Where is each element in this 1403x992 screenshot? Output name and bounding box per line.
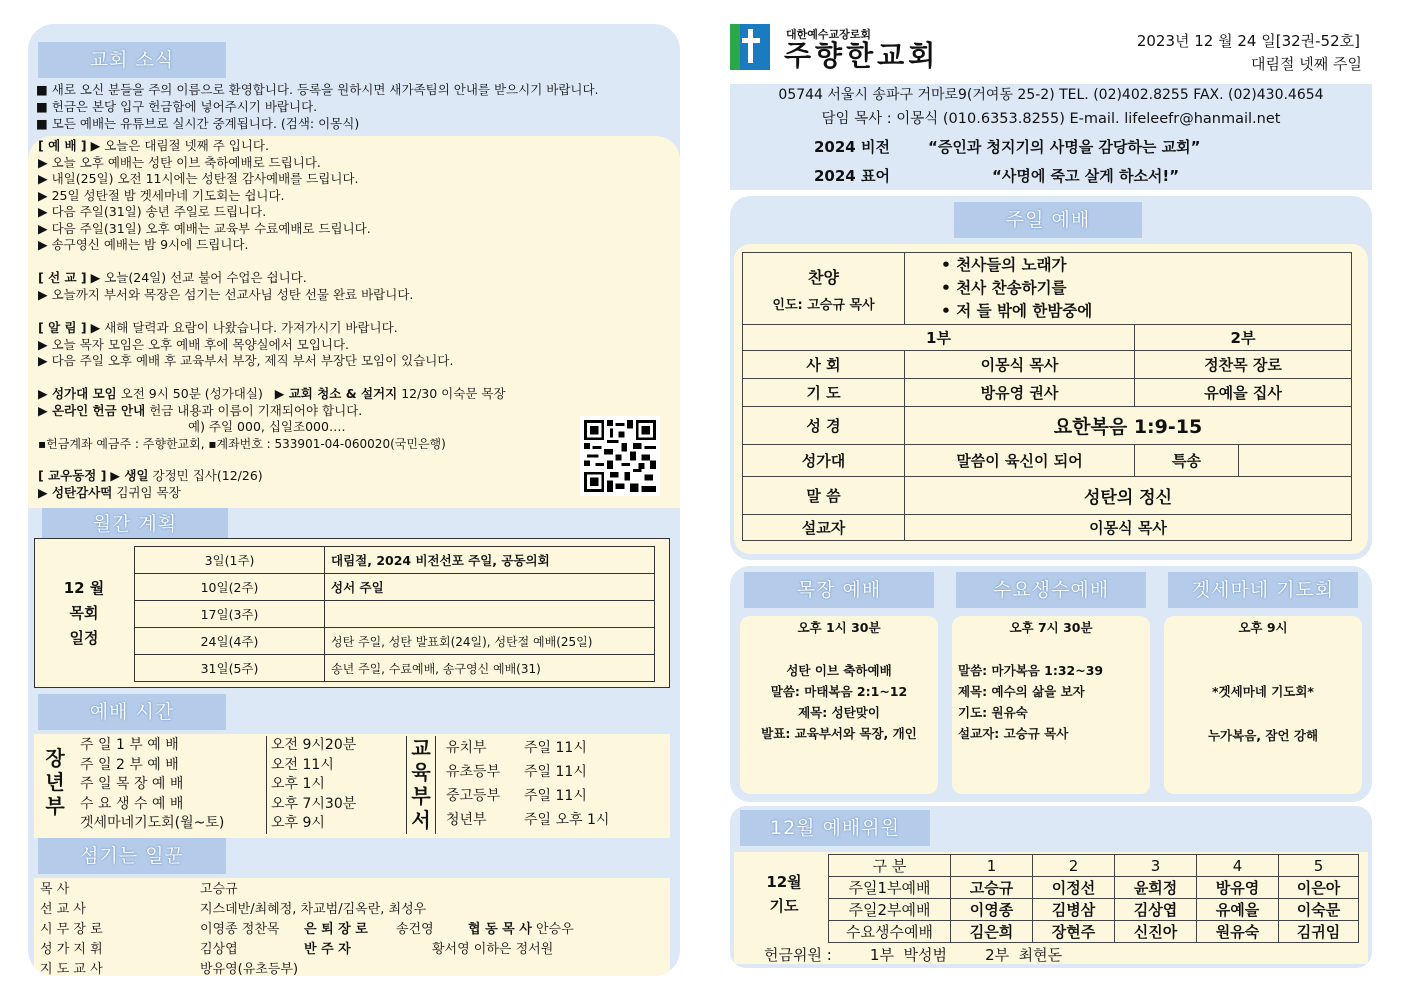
church-name: 주향한교회 [784, 39, 940, 72]
edu-row-1: 유치부 주일 11시 [446, 740, 587, 756]
table-row: 10일(2주) 성서 주일 [135, 574, 655, 601]
online-offering-line: ▶ 온라인 헌금 안내 헌금 내용과 이름이 기재되어야 합니다. [38, 402, 363, 418]
servant-row-5: 지 도 교 사 방유영(유초등부) [40, 962, 299, 976]
edu-row-2: 유초등부 주일 11시 [446, 764, 587, 780]
servants-title: 섬기는 일꾼 [38, 838, 226, 874]
vision-text: “증인과 청지기의 사명을 감당하는 교회” [928, 138, 1201, 156]
adult-label: 장 년 부 [45, 746, 65, 818]
choir-cleaning-line: ▶ 성가대 모임 오전 9시 50분 (성가대실) ▶ 교회 청소 & 설거지 12/30 이숙문 목장 [38, 386, 506, 401]
church-info [730, 84, 1372, 190]
servants-body [34, 878, 670, 976]
monthly-table [134, 546, 655, 682]
left-panel [28, 24, 680, 976]
birthday-line: [ 교우동정 ] ▶ 생일 강정민 집사(12/26) [38, 468, 263, 483]
part2-head: 2부 [1135, 325, 1352, 351]
news-body [28, 136, 680, 508]
notice-1: ■ 새로 오신 분들을 주의 이름으로 환영합니다. 등록을 원하시면 새가족팀의 안내를 받으시기 바랍니다. [36, 82, 599, 97]
table-row: 31일(5주) 송년 주일, 수료예배, 송구영신 예배(31) [135, 655, 655, 682]
table-row: 성가대 말씀이 육신이 되어 특송 [743, 445, 1352, 477]
table-row: 사 회 이몽식 목사 정찬목 장로 [743, 351, 1352, 379]
table-row: 3일(1주) 대림절, 2024 비전선포 주일, 공동의회 [135, 547, 655, 574]
account-line: ▪헌금계좌 예금주 : 주향한교회, ▪계좌번호 : 533901-04-060020(국민은행) [38, 436, 446, 451]
pastor-contact: 담임 목사 : 이몽식 (010.6353.8255) E-mail. lifeleefr@hanmail.net [821, 111, 1281, 127]
table-row: 성 경 요한복음 1:9-15 [743, 407, 1352, 445]
worship-line-6: ▶ 다음 주일(31일) 오후 예배는 교육부 수료예배로 드립니다. [38, 220, 371, 236]
gethsemane-title: 겟세마네 기도회 [1168, 572, 1358, 608]
times-body [34, 734, 670, 838]
edu-label: 교 육 부 서 [406, 736, 436, 834]
table-row: 주일2부예배 이영종 김병삼 김상엽 유예을 이숙문 [829, 899, 1359, 921]
table-row: 기 도 방유영 권사 유예을 집사 [743, 379, 1352, 407]
notice-line-1: [ 알 림 ] ▶ 새해 달력과 요람이 나왔습니다. 가져가시기 바랍니다. [38, 320, 398, 335]
vision-label: 2024 비전 [814, 138, 890, 156]
offering-committee: 헌금위원 : 1부 박성범 2부 최현돈 [764, 946, 1063, 964]
sunday-title: 주일 예배 [954, 202, 1142, 238]
issue-date: 2023년 12 월 24 일[32권-52호] [1136, 32, 1360, 50]
liturgical-season: 대림절 넷째 주일 [1251, 55, 1362, 73]
servant-row-3: 시 무 장 로 이영종 정찬목 은 퇴 장 로 송건영 협 동 목 사 안승우 [40, 922, 574, 937]
worship-line-1: [ 예 배 ] ▶ 오늘은 대림절 넷째 주 입니다. [38, 138, 269, 153]
cell-box: 오후 1시 30분 성탄 이브 축하예배 말씀: 마태복음 2:1~12 제목: 성탄맞이 발표: 교육부서와 목장, 개인 [740, 616, 938, 794]
notice-line-2: ▶ 오늘 목자 모임은 오후 예배 후에 목양실에서 모입니다. [38, 336, 350, 352]
monthly-body [34, 538, 670, 688]
adult-row-4: 수 요 생 수 예 배 오후 7시30분 [80, 795, 386, 815]
mission-line-1: [ 선 교 ] ▶ 오늘(24일) 선교 불어 수업은 쉽니다. [38, 270, 307, 285]
times-title: 예배 시간 [38, 694, 226, 730]
praise-cell: 찬양 인도: 고승규 목사 [743, 253, 905, 325]
table-row: 구 분 1 2 3 4 5 [829, 855, 1359, 877]
table-row: 17일(3주) [135, 601, 655, 628]
servant-row-4: 성 가 지 휘 김상엽 반 주 자 황서영 이하은 정서원 [40, 942, 554, 957]
adult-row-2: 주 일 2 부 예 배 오전 11시 [80, 756, 386, 776]
qr-code-icon[interactable] [580, 416, 660, 496]
news-title: 교회 소식 [38, 42, 226, 78]
edu-row-4: 청년부 주일 오후 1시 [446, 812, 610, 828]
worship-line-5: ▶ 다음 주일(31일) 송년 주일로 드립니다. [38, 204, 267, 219]
table-row: 주일1부예배 고승규 이정선 윤희정 방유영 이은아 [829, 877, 1359, 899]
church-logo-icon [730, 24, 770, 70]
ricecake-line: ▶ 성탄감사떡 김귀임 목장 [38, 484, 181, 500]
motto-text: “사명에 죽고 살게 하소서!” [992, 167, 1180, 185]
notice-3: ■ 모든 예배는 유튜브로 실시간 중계됩니다. (검색: 이몽식) [36, 116, 360, 131]
address: 05744 서울시 송파구 거마로9(거여동 25-2) TEL. (02)402.8255 FAX. (02)430.4654 [778, 87, 1324, 103]
notice-line-3: ▶ 다음 주일 오후 예배 후 교육부서 부장, 제직 부서 부장단 모임이 있습니다. [38, 353, 454, 368]
denomination: 대한예수교장로회 [786, 28, 872, 41]
motto-label: 2024 표어 [814, 167, 890, 185]
gethsemane-box: 오후 9시 *겟세마네 기도회* 누가복음, 잠언 강해 [1164, 616, 1362, 794]
duty-label: 12월 기도 [766, 873, 802, 915]
servant-row-2: 선 교 사 지스데반/최혜정, 차교범/김옥란, 최성우 [40, 902, 427, 917]
table-row: 수요생수예배 김은희 장현주 신진아 원유숙 김귀임 [829, 921, 1359, 943]
monthly-title: 월간 계획 [42, 508, 228, 540]
servant-row-1: 목 사 고승규 [40, 882, 238, 897]
duty-title: 12월 예배위원 [740, 810, 930, 846]
duty-panel [730, 806, 1372, 968]
mission-line-2: ▶ 오늘까지 부서와 목장은 섬기는 선교사님 성탄 선물 완료 바랍니다. [38, 286, 414, 302]
praise-songs: • 천사들의 노래가 • 천사 찬송하기를 • 저 들 밖에 한밤중에 [905, 253, 1352, 325]
table-row: 말 씀 성탄의 정신 [743, 477, 1352, 515]
sunday-table [742, 252, 1352, 541]
part1-head: 1부 [743, 325, 1135, 351]
edu-row-3: 중고등부 주일 11시 [446, 788, 587, 804]
sunday-worship-panel [730, 196, 1372, 560]
adult-row-5: 겟세마네기도회(월~토) 오후 9시 [80, 814, 386, 834]
monthly-label: 12 월 목회 일정 [63, 578, 105, 647]
worship-line-7: ▶ 송구영신 예배는 밤 9시에 드립니다. [38, 237, 249, 252]
adult-row-3: 주 일 목 장 예 배 오후 1시 [80, 775, 386, 795]
table-row: 설교자 이몽식 목사 [743, 515, 1352, 541]
wednesday-box: 오후 7시 30분 말씀: 마가복음 1:32~39 제목: 예수의 삶을 보자 기도: 원유숙 설교자: 고승규 목사 [952, 616, 1150, 794]
wednesday-title: 수요생수예배 [956, 572, 1146, 608]
duty-body [734, 852, 1368, 964]
adult-row-1: 주 일 1 부 예 배 오전 9시20분 [80, 736, 386, 756]
weekday-worship-panel [730, 566, 1372, 802]
duty-table [828, 854, 1359, 943]
worship-line-3: ▶ 내일(25일) 오전 11시에는 성탄절 감사예배를 드립니다. [38, 171, 359, 186]
worship-line-2: ▶ 오늘 오후 예배는 성탄 이브 축하예배로 드립니다. [38, 154, 321, 170]
table-row: 24일(4주) 성탄 주일, 성탄 발표회(24일), 성탄절 예배(25일) [135, 628, 655, 655]
sunday-body [734, 244, 1368, 554]
cell-title: 목장 예배 [744, 572, 934, 608]
notice-2: ■ 헌금은 본당 입구 헌금함에 넣어주시기 바랍니다. [36, 99, 318, 114]
worship-line-4: ▶ 25일 성탄절 밤 겟세마네 기도회는 쉽니다. [38, 187, 285, 203]
online-offering-example: 예) 주일 000, 십일조000…. [188, 419, 346, 434]
